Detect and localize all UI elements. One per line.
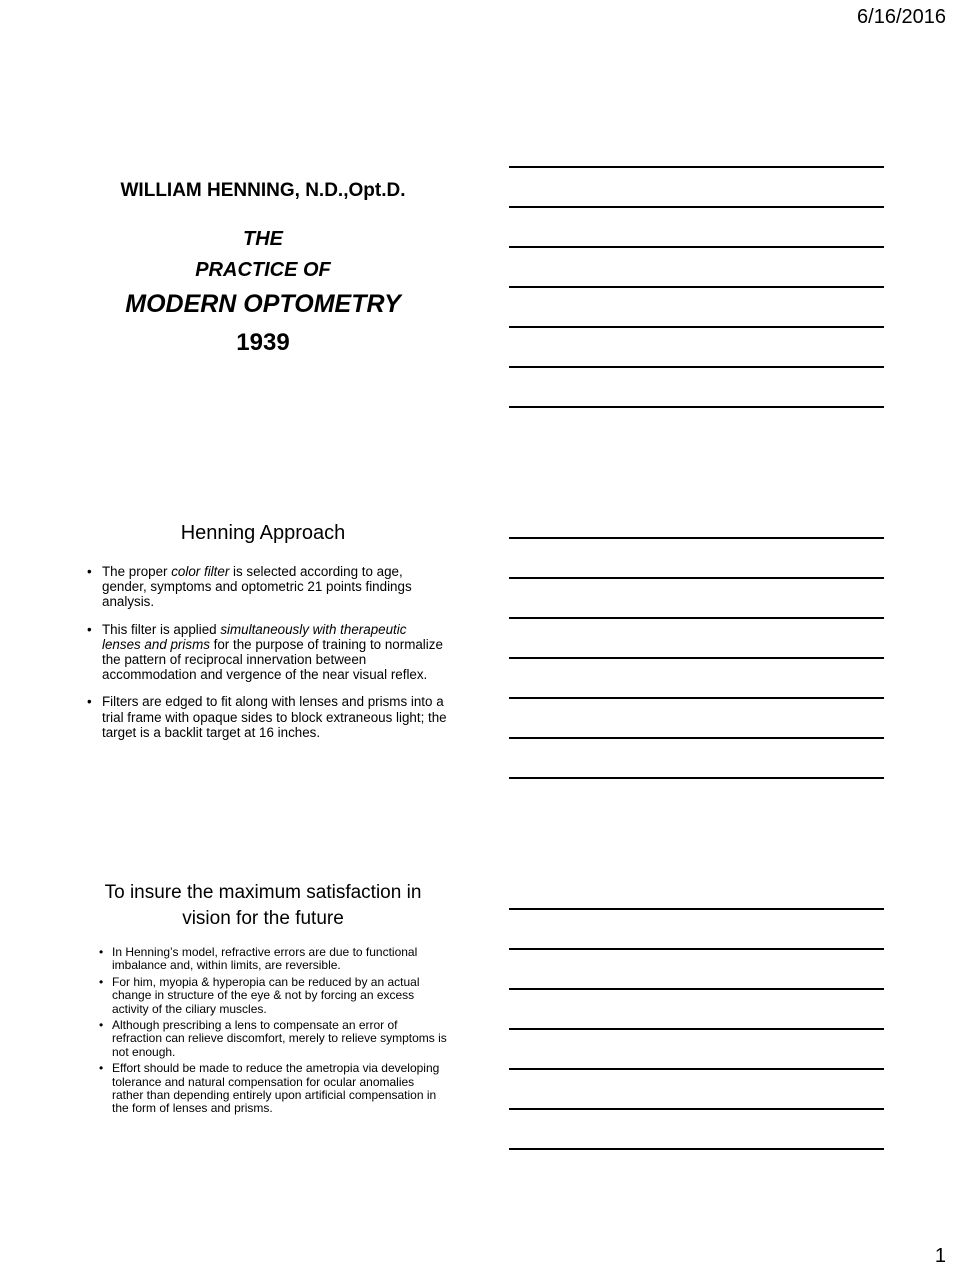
note-line — [509, 657, 884, 659]
bullet-item — [78, 564, 448, 610]
slide-2-bullet-list — [78, 564, 448, 740]
note-line — [509, 1068, 884, 1070]
note-line — [509, 206, 884, 208]
bullet-item: • Although prescribing a lens to compensate an error of refraction can relieve discomfort, merely to relieve symptoms is not enough. — [78, 1019, 448, 1059]
bullet-emphasis: simultaneously with therapeutic lenses and prisms — [102, 621, 407, 652]
author-name: WILLIAM HENNING, N.D.,Opt.D. — [120, 180, 406, 201]
page-number: 1 — [934, 1245, 946, 1267]
note-line — [509, 617, 884, 619]
note-line — [509, 286, 884, 288]
note-line — [509, 737, 884, 739]
note-line — [509, 697, 884, 699]
bullet-item — [78, 694, 448, 740]
slide-3-title: To insure the maximum satisfaction in vision for the future — [104, 882, 422, 929]
note-line — [509, 166, 884, 168]
slide-3 — [78, 880, 448, 1119]
slide-2 — [78, 520, 448, 752]
note-line — [509, 577, 884, 579]
bullet-item — [78, 622, 448, 683]
note-lines-slide-3 — [509, 908, 884, 1188]
slide-3-bullet-list — [78, 946, 448, 1116]
title-line-practice-of: PRACTICE OF — [195, 259, 331, 281]
note-line — [509, 406, 884, 408]
note-lines-slide-1 — [509, 166, 884, 446]
note-line — [509, 537, 884, 539]
title-line-the: THE — [243, 228, 283, 250]
bullet-text: This filter is applied — [102, 621, 221, 637]
note-line — [509, 1108, 884, 1110]
bullet-text: Filters are edged to fit along with lenses and prisms into a trial frame with opaque sides to block extraneous light; the target is a backlit target at 16 inches. — [102, 694, 447, 740]
bullet-item: • For him, myopia & hyperopia can be reduced by an actual change in structure of the eye & not by forcing an excess activity of the ciliary muscles. — [78, 976, 448, 1016]
bullet-text: is selected according to age, gender, symptoms and optometric 21 points findings analysis. — [102, 564, 412, 610]
note-line — [509, 246, 884, 248]
note-line — [509, 1028, 884, 1030]
title-year: 1939 — [236, 329, 290, 356]
bullet-text: for the purpose of training to normalize the pattern of reciprocal innervation between accommodation and vergence of the near visual reflex. — [102, 636, 443, 683]
note-line — [509, 366, 884, 368]
note-lines-slide-2 — [509, 537, 884, 817]
slide-2-title: Henning Approach — [180, 522, 346, 544]
bullet-item: • Effort should be made to reduce the ametropia via developing tolerance and natural compensation for ocular anomalies rather than depending entirely upon artificial compensation in the form of lenses and prisms. — [78, 1062, 448, 1116]
bullet-text: The proper — [102, 564, 172, 579]
note-line — [509, 988, 884, 990]
note-line — [509, 326, 884, 328]
note-line — [509, 777, 884, 779]
note-line — [509, 948, 884, 950]
slide-1 — [78, 180, 448, 357]
print-date: 6/16/2016 — [857, 6, 946, 28]
note-line — [509, 908, 884, 910]
bullet-emphasis: color filter — [171, 564, 230, 579]
title-line-modern-optometry: MODERN OPTOMETRY — [125, 290, 401, 318]
note-line — [509, 1148, 884, 1150]
bullet-item: • In Henning’s model, refractive errors are due to functional imbalance and, within limits, are reversible. — [78, 946, 448, 973]
